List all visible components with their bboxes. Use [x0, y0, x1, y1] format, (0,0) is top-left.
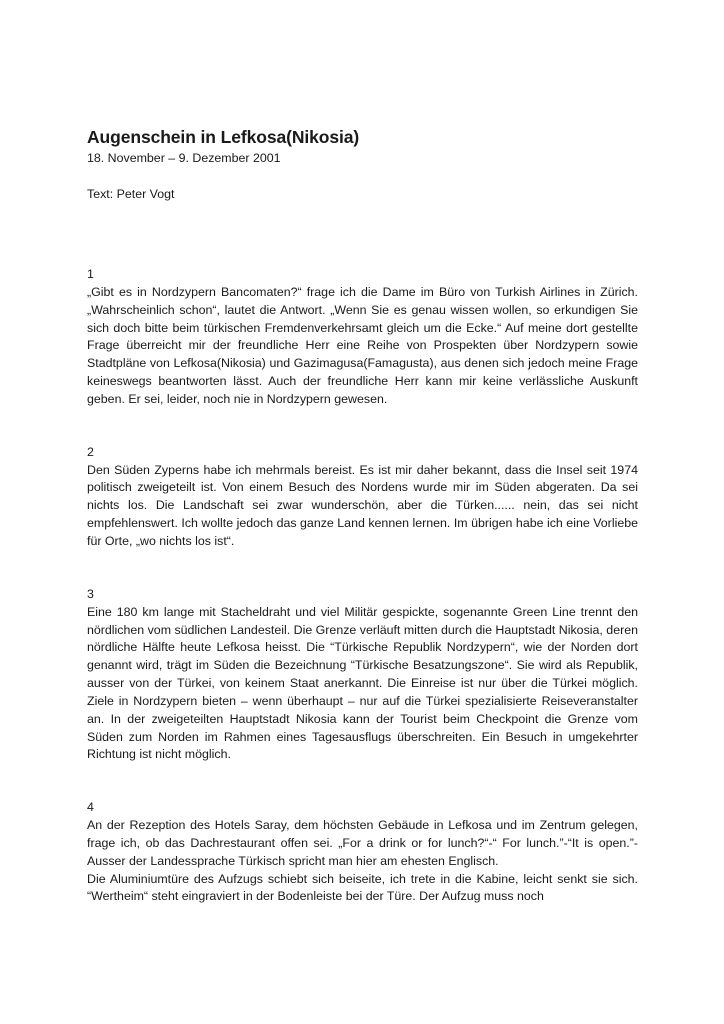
- section-number: 3: [87, 586, 94, 601]
- section-1: [87, 266, 638, 409]
- section-paragraph: Eine 180 km lange mit Stacheldraht und viel Militär gespickte, sogenannte Green Line trennt den nördlichen vom südlichen Landesteil. Die Grenze verläuft mitten durch die Hauptstadt Nikosia, deren nördliche Hälfte heute Lefkosa heisst. Die “Türkische Republik Nordzypern“, wie der Norden dort genannt wird, trägt im Süden die Bezeichnung “Türkische Besatzungszone“. Sie wird als Republik, ausser von der Türkei, von keinem Staat anerkannt. Die Einreise ist nur über die Türkei möglich. Ziele in Nordzypern bieten – wenn überhaupt – nur auf die Türkei spezialisierte Reiseveranstalter an. In der zweigeteilten Hauptstadt Nikosia kann der Tourist beim Checkpoint die Grenze vom Süden zum Norden im Rahmen eines Tagesausflugs überschreiten. Ein Besuch in umgekehrter Richtung ist nicht möglich.: [87, 604, 638, 762]
- section-number: 4: [87, 800, 94, 815]
- document-author: Text: Peter Vogt: [87, 187, 175, 201]
- section-paragraph: Die Aluminiumtüre des Aufzugs schiebt sich beiseite, ich trete in die Kabine, leicht senkt sie sich. “Wertheim“ steht eingraviert in der Bodenleiste bei der Türe. Der Aufzug muss noch: [87, 871, 638, 904]
- document-page: [87, 126, 638, 906]
- section-4: [87, 799, 638, 906]
- section-paragraph: An der Rezeption des Hotels Saray, dem höchsten Gebäude in Lefkosa und im Zentrum gelegen, frage ich, ob das Dachrestaurant offen sei. „For a drink or for lunch?“-“ For lunch.”-“It is open.”- Ausser der Landessprache Türkisch spricht man hier am ehesten Englisch.: [87, 818, 638, 868]
- section-paragraph: „Gibt es in Nordzypern Bancomaten?“ frage ich die Dame im Büro von Turkish Airlines in Zürich. „Wahrscheinlich schon“, lautet die Antwort. „Wenn Sie es genau wissen wollen, so erkundigen Sie sich doch bitte beim türkischen Fremdenverkehrsamt gleich um die Ecke.“ Auf meine dort gestellte Frage überreicht mir der freundliche Herr eine Reihe von Prospekten über Nordzypern sowie Stadtpläne von Lefkosa(Nikosia) und Gazimagusa(Famagusta), aus denen sich jedoch meine Frage keineswegs beantworten lässt. Auch der freundliche Herr kann mir keine verlässliche Auskunft geben. Er sei, leider, noch nie in Nordzypern gewesen.: [87, 284, 638, 406]
- section-3: [87, 586, 638, 764]
- document-title: Augenschein in Lefkosa(Nikosia): [87, 127, 360, 147]
- document-dates: 18. November – 9. Dezember 2001: [87, 151, 281, 165]
- section-2: [87, 444, 638, 551]
- section-number: 1: [87, 267, 94, 281]
- section-number: 2: [87, 444, 94, 459]
- section-paragraph: Den Süden Zyperns habe ich mehrmals bereist. Es ist mir daher bekannt, dass die Insel seit 1974 politisch zweigeteilt ist. Von einem Besuch des Nordens wurde mir im Süden abgeraten. Da sei nichts los. Die Landschaft sei zwar wunderschön, aber die Türken...... nein, das sei nicht empfehlenswert. Ich wollte jedoch das ganze Land kennen lernen. Im übrigen habe ich eine Vorliebe für Orte, „wo nichts los ist“.: [87, 462, 638, 548]
